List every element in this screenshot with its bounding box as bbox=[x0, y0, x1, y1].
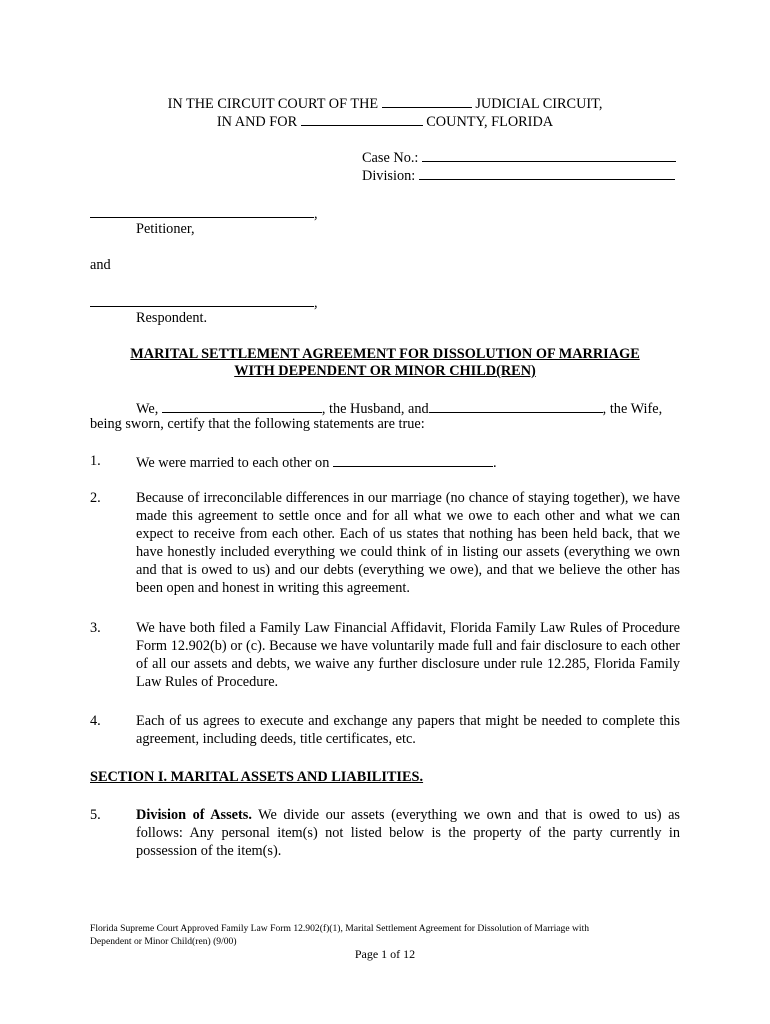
court-line bbox=[0, 93, 770, 113]
item-1-text-prefix: We were married to each other on bbox=[136, 455, 330, 471]
intro-wife: , the Wife, bbox=[602, 401, 663, 417]
county-blank[interactable] bbox=[301, 111, 423, 126]
item-2-number: 2. bbox=[90, 490, 101, 506]
footer-line2: Dependent or Minor Child(ren) (9/00) bbox=[90, 936, 237, 947]
intro-husband: , the Husband, and bbox=[321, 401, 429, 417]
respondent-name-field[interactable] bbox=[90, 292, 314, 307]
item-4-number: 4. bbox=[90, 713, 101, 729]
marriage-date-field[interactable] bbox=[333, 452, 493, 467]
husband-name-field[interactable] bbox=[162, 398, 322, 413]
item-5-heading: Division of Assets. bbox=[136, 807, 252, 823]
division-field[interactable] bbox=[419, 165, 675, 180]
division-row bbox=[362, 165, 675, 185]
item-5-number: 5. bbox=[90, 807, 101, 823]
item-5-text bbox=[136, 806, 680, 860]
petitioner-comma: , bbox=[314, 206, 318, 222]
intro-we: We, bbox=[136, 401, 159, 417]
wife-name-field[interactable] bbox=[429, 398, 603, 413]
petitioner-name-row bbox=[90, 203, 318, 223]
item-3-text: We have both filed a Family Law Financial Affidavit, Florida Family Law Rules of Procedure Form 12.902(b) or (c). Because we have voluntarily made full and fair disclosure to each other of all our assets and debts, we waive any further disclosure under rule 12.285, Florida Family Law Rules of Procedure. bbox=[136, 620, 680, 690]
case-no-row bbox=[362, 147, 676, 167]
item-1-number: 1. bbox=[90, 453, 101, 469]
respondent-label: Respondent. bbox=[136, 310, 208, 326]
court-line-suffix: JUDICIAL CIRCUIT, bbox=[475, 96, 603, 112]
division-label: Division: bbox=[362, 168, 416, 184]
county-line bbox=[0, 111, 770, 131]
petitioner-name-field[interactable] bbox=[90, 203, 314, 218]
petitioner-label: Petitioner, bbox=[136, 221, 195, 237]
case-no-label: Case No.: bbox=[362, 150, 419, 166]
document-title-line2: WITH DEPENDENT OR MINOR CHILD(REN) bbox=[234, 363, 536, 379]
intro-line2: being sworn, certify that the following statements are true: bbox=[90, 416, 425, 432]
item-5-body: We divide our assets (everything we own and that is owed to us) as follows: Any personal item(s) not listed below is the property of the party currently in possession of the item(s). bbox=[136, 807, 680, 859]
item-2-text: Because of irreconcilable differences in our marriage (no chance of staying together), we have made this agreement to settle once and for all what we owe to each other and what we can expect to receive from each other. Each of us states that nothing has been held back, that we have honestly included everything we could think of in listing our assets (everything we own and that is owed to us) and our debts (everything we owe), and that we believe the other has been open and honest in writing this agreement. bbox=[136, 490, 680, 596]
and-label: and bbox=[90, 257, 111, 273]
item-3-number: 3. bbox=[90, 620, 101, 636]
footer-line1: Florida Supreme Court Approved Family Law Form 12.902(f)(1), Marital Settlement Agreement for Dissolution of Marriage with bbox=[90, 923, 590, 934]
circuit-blank[interactable] bbox=[382, 93, 472, 108]
item-4-text: Each of us agrees to execute and exchange any papers that might be needed to complete this agreement, including deeds, title certificates, etc. bbox=[136, 713, 680, 747]
county-line-prefix: IN AND FOR bbox=[216, 114, 298, 130]
respondent-comma: , bbox=[314, 295, 318, 311]
document-title-line1: MARITAL SETTLEMENT AGREEMENT FOR DISSOLUTION OF MARRIAGE bbox=[130, 346, 640, 362]
page-number: Page 1 of 12 bbox=[354, 947, 416, 961]
section-1-heading: SECTION I. MARITAL ASSETS AND LIABILITIES. bbox=[90, 769, 424, 785]
item-1-text-suffix: . bbox=[492, 455, 497, 471]
item-1-text bbox=[136, 452, 497, 472]
county-line-suffix: COUNTY, FLORIDA bbox=[426, 114, 554, 130]
case-no-field[interactable] bbox=[422, 147, 676, 162]
court-line-prefix: IN THE CIRCUIT COURT OF THE bbox=[167, 96, 379, 112]
